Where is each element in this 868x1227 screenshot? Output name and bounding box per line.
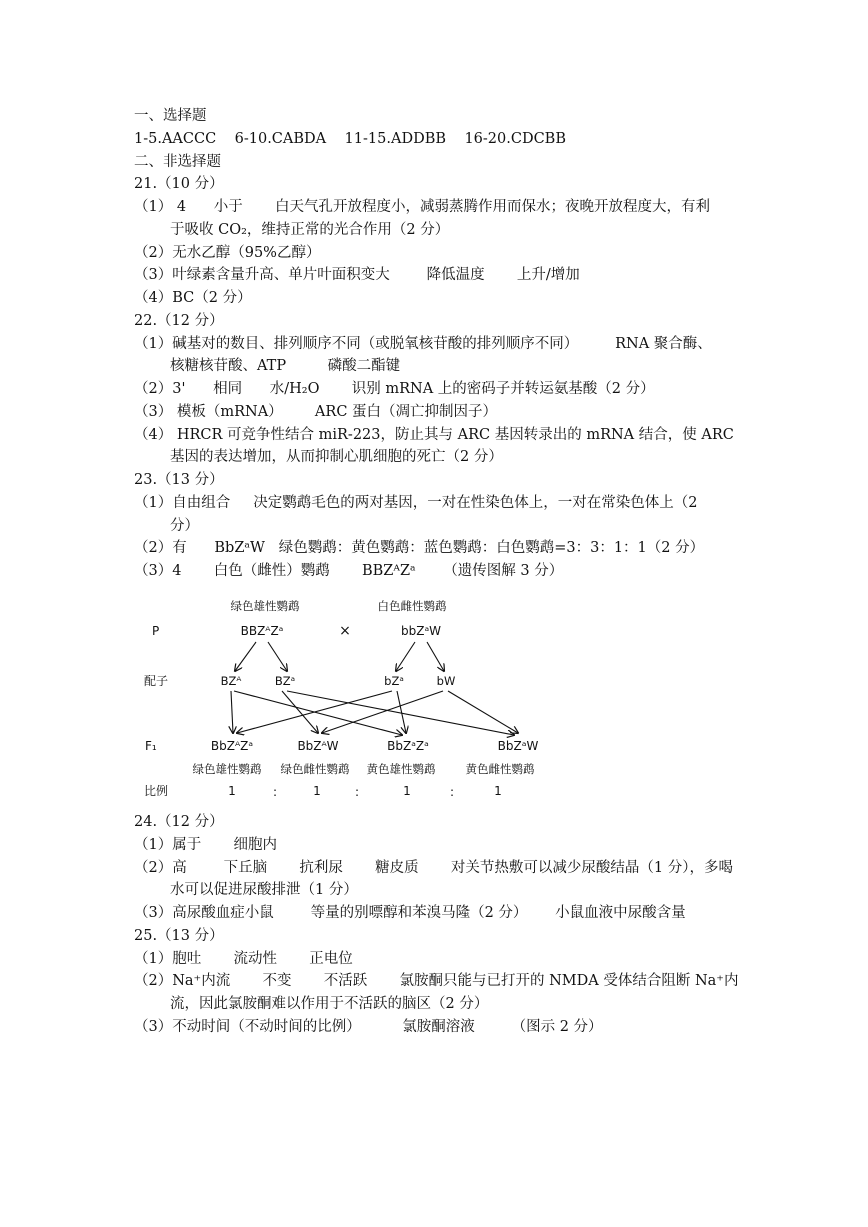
ratio-value-4: 1 [494,784,502,798]
question-23-header: 23.（13 分） [134,472,224,488]
parent-genotype-male: BBZᴬZᵃ [240,624,284,638]
question-24-header: 24.（12 分） [134,814,224,830]
q25-answer-3: （3）不动时间（不动时间的比例） 氯胺酮溶液 （图示 2 分） [134,1019,603,1035]
offspring-genotype-3: BbZᵃZᵃ [387,739,429,753]
parent-genotype-female: bbZᵃW [400,624,442,638]
question-21-header: 21.（10 分） [134,176,224,192]
ratio-sep-1: : [272,785,278,799]
q25-answer-2: （2）Na⁺内流 不变 不活跃 氯胺酮只能与已打开的 NMDA 受体结合阻断 Na⁺内 [134,973,739,989]
q23-answer-1: （1）自由组合 决定鹦鹉毛色的两对基因，一对在性染色体上，一对在常染色体上（2 [134,495,698,511]
parent-phenotype-female: 白色雌性鹦鹉 [377,599,447,613]
p-generation-label: P [152,624,160,638]
ratio-label: 比例 [144,784,169,798]
ratio-sep-3: : [449,785,455,799]
arrow-g1-f4 [234,691,402,735]
q22-answer-3: （3） 模板（mRNA） ARC 蛋白（凋亡抑制因子） [134,404,498,420]
q23-answer-2: （2）有 BbZᵃW 绿色鹦鹉：黄色鹦鹉：蓝色鹦鹉：白色鹦鹉=3：3：1：1（2 分） [134,540,705,556]
gamete-1: BZᴬ [220,674,242,688]
offspring-genotype-4: BbZᵃW [497,739,539,753]
arrow-parent1-gamete1 [235,642,256,671]
q25-answer-2-cont: 流，因此氯胺酮难以作用于不活跃的脑区（2 分） [170,996,489,1012]
q24-answer-1: （1）属于 细胞内 [134,837,277,853]
offspring-phenotype-3: 黄色雄性鹦鹉 [366,762,436,776]
ratio-value-2: 1 [313,784,321,798]
q21-answer-2: （2）无水乙醇（95%乙醇） [134,245,321,261]
q24-answer-3: （3）高尿酸血症小鼠 等量的别嘌醇和苯溴马隆（2 分） 小鼠血液中尿酸含量 [134,905,686,921]
arrow-g2-f2 [282,691,318,733]
q23-answer-3: （3）4 白色（雌性）鹦鹉 BBZᴬZᵃ （遗传图解 3 分） [134,563,564,579]
q22-answer-1-cont: 核糖核苷酸、ATP 磷酸二酯键 [170,358,401,374]
question-25-header: 25.（13 分） [134,928,224,944]
section-heading-choice: 一、选择题 [134,108,207,124]
offspring-phenotype-4: 黄色雌性鹦鹉 [465,762,535,776]
f1-label: F₁ [145,739,157,753]
arrow-parent2-gamete3 [396,642,415,671]
gamete-2: BZᵃ [274,674,296,688]
choice-answers: 1-5.AACCC 6-10.CABDA 11-15.ADDBB 16-20.CDCBB [134,131,566,147]
arrow-parent2-gamete4 [427,642,444,671]
ratio-sep-2: : [354,785,360,799]
arrow-g4-f3 [448,691,518,733]
gamete-4: bW [436,674,456,688]
q24-answer-2-cont: 水可以促进尿酸排泄（1 分） [170,882,358,898]
q21-answer-4: （4）BC（2 分） [134,290,252,306]
arrow-g4-f2 [322,691,443,733]
offspring-phenotype-2: 绿色雌性鹦鹉 [280,762,350,776]
section-heading-nonchoice: 二、非选择题 [134,154,221,170]
q22-answer-1: （1）碱基对的数目、排列顺序不同（或脱氧核苷酸的排列顺序不同） RNA 聚合酶、 [134,336,712,352]
arrow-g3-f4 [397,691,406,733]
q21-answer-3: （3）叶绿素含量升高、单片叶面积变大 降低温度 上升/增加 [134,267,580,283]
arrow-g3-f1 [237,691,392,733]
offspring-genotype-1: BbZᴬZᵃ [210,739,254,753]
q24-answer-2: （2）高 下丘脑 抗利尿 糖皮质 对关节热敷可以减少尿酸结晶（1 分），多喝 [134,860,733,876]
q22-answer-4-cont: 基因的表达增加，从而抑制心肌细胞的死亡（2 分） [170,449,503,465]
ratio-value-1: 1 [228,784,236,798]
offspring-phenotype-1: 绿色雄性鹦鹉 [192,762,262,776]
q21-answer-1-cont: 于吸收 CO₂，维持正常的光合作用（2 分） [170,222,450,238]
q23-answer-1-cont: 分） [170,518,199,534]
q22-answer-2: （2）3' 相同 水/H₂O 识别 mRNA 上的密码子并转运氨基酸（2 分） [134,381,655,397]
cross-symbol: × [339,623,351,639]
q25-answer-1: （1）胞吐 流动性 正电位 [134,951,353,967]
gamete-label: 配子 [144,674,169,688]
gamete-3: bZᵃ [384,674,404,688]
arrow-parent1-gamete2 [268,642,287,671]
q22-answer-4: （4） HRCR 可竞争性结合 miR-223，防止其与 ARC 基因转录出的 mRNA 结合，使 ARC [134,427,734,443]
arrow-g1-f1 [231,691,233,733]
offspring-genotype-2: BbZᴬW [297,739,339,753]
parent-phenotype-male: 绿色雄性鹦鹉 [230,599,300,613]
question-22-header: 22.（12 分） [134,313,224,329]
q21-answer-1: （1） 4 小于 白天气孔开放程度小，减弱蒸腾作用而保水；夜晚开放程度大，有利 [134,199,710,215]
arrow-g2-f3 [287,691,514,735]
ratio-value-3: 1 [403,784,411,798]
